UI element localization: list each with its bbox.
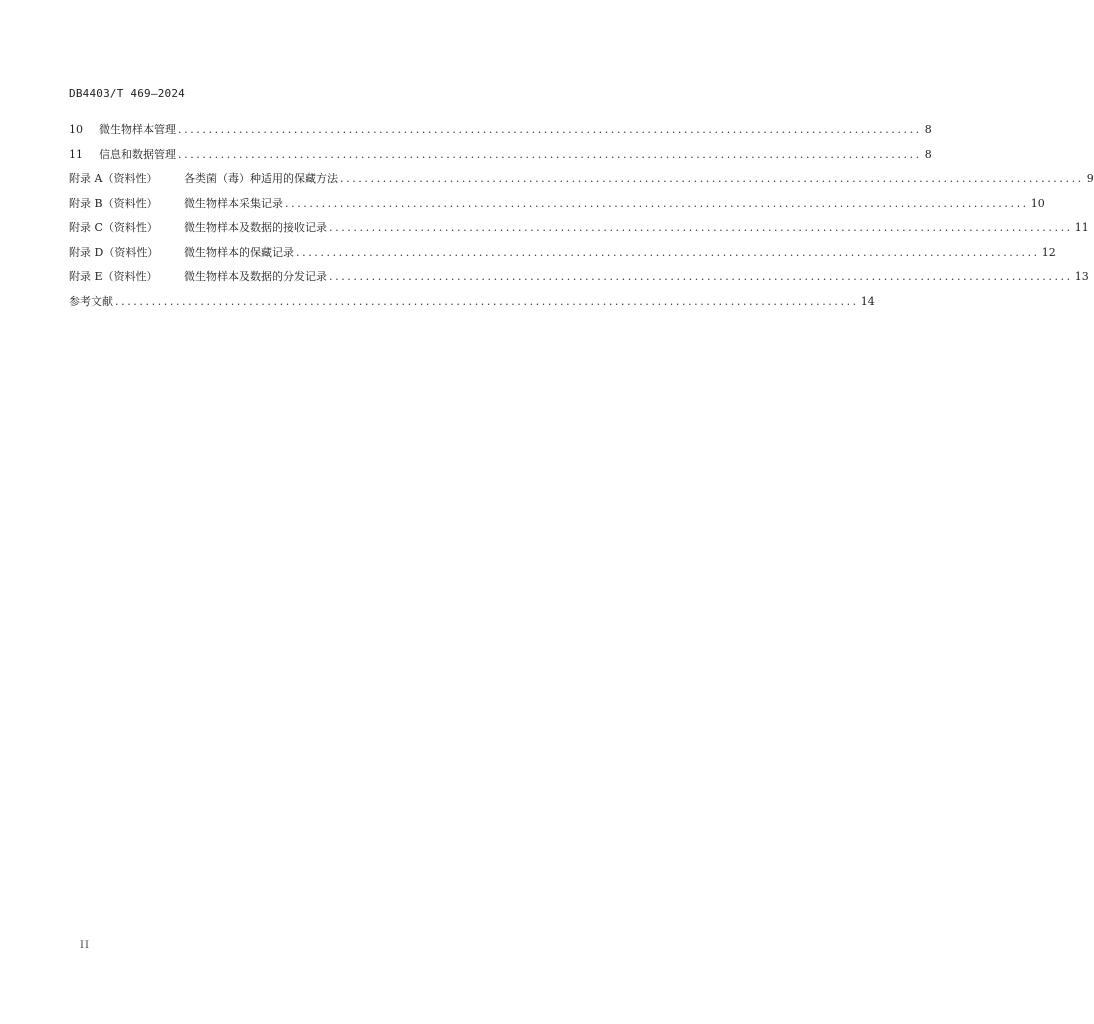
toc-entry-title: 微生物样本及数据的分发记录 [184, 270, 327, 283]
toc-entry-title: 微生物样本管理 [99, 123, 176, 136]
toc-entry-page: 8 [924, 147, 932, 161]
toc-leader-dots: .......................................................................................................................... [329, 221, 1073, 234]
toc-entry[interactable] [69, 294, 875, 319]
toc-entry-title: 参考文献 [69, 294, 113, 308]
toc-leader-dots: .......................................................................................................................... [329, 270, 1073, 283]
toc-entry-number: 附录 D（资料性） [69, 245, 159, 259]
toc-entry-number: 附录 C（资料性） [69, 221, 158, 234]
toc-entry-title: 各类菌（毒）种适用的保藏方法 [184, 172, 338, 185]
toc-leader-dots: .......................................................................................................................... [115, 294, 859, 308]
toc-entry-page: 8 [924, 123, 932, 136]
toc-entry-number: 10 [69, 123, 83, 136]
toc-entry[interactable] [69, 245, 1056, 270]
toc-entry-page: 12 [1041, 245, 1056, 259]
toc-entry-page: 14 [860, 294, 875, 308]
document-code: DB4403/T 469—2024 [69, 87, 185, 100]
toc-entry[interactable] [69, 122, 932, 147]
toc-entry[interactable] [69, 147, 932, 172]
toc-entry-title: 信息和数据管理 [99, 147, 176, 161]
toc-entry[interactable] [69, 269, 1089, 294]
toc-entry-number: 11 [69, 147, 83, 161]
toc-entry-title: 微生物样本采集记录 [184, 196, 283, 210]
toc-entry-page: 11 [1074, 221, 1089, 234]
toc-entry-number: 附录 E（资料性） [69, 270, 158, 283]
toc-entry-title: 微生物样本的保藏记录 [184, 245, 294, 259]
toc-leader-dots: .......................................................................................................................... [296, 245, 1040, 259]
toc-entry-page: 10 [1030, 196, 1045, 210]
page-number: II [80, 940, 90, 951]
toc-entry-number: 附录 B（资料性） [69, 196, 158, 210]
toc-entry-number: 附录 A（资料性） [69, 172, 158, 185]
table-of-contents [69, 122, 1094, 318]
toc-entry[interactable] [69, 171, 1094, 196]
toc-leader-dots: .......................................................................................................................... [340, 172, 1084, 185]
toc-entry-page: 9 [1086, 172, 1094, 185]
toc-entry-page: 13 [1074, 270, 1089, 283]
toc-leader-dots: .......................................................................................................................... [178, 147, 922, 161]
toc-entry[interactable] [69, 196, 1045, 221]
toc-entry[interactable] [69, 220, 1089, 245]
toc-leader-dots: .......................................................................................................................... [285, 196, 1029, 210]
toc-entry-title: 微生物样本及数据的接收记录 [184, 221, 327, 234]
toc-leader-dots: .......................................................................................................................... [178, 123, 922, 136]
